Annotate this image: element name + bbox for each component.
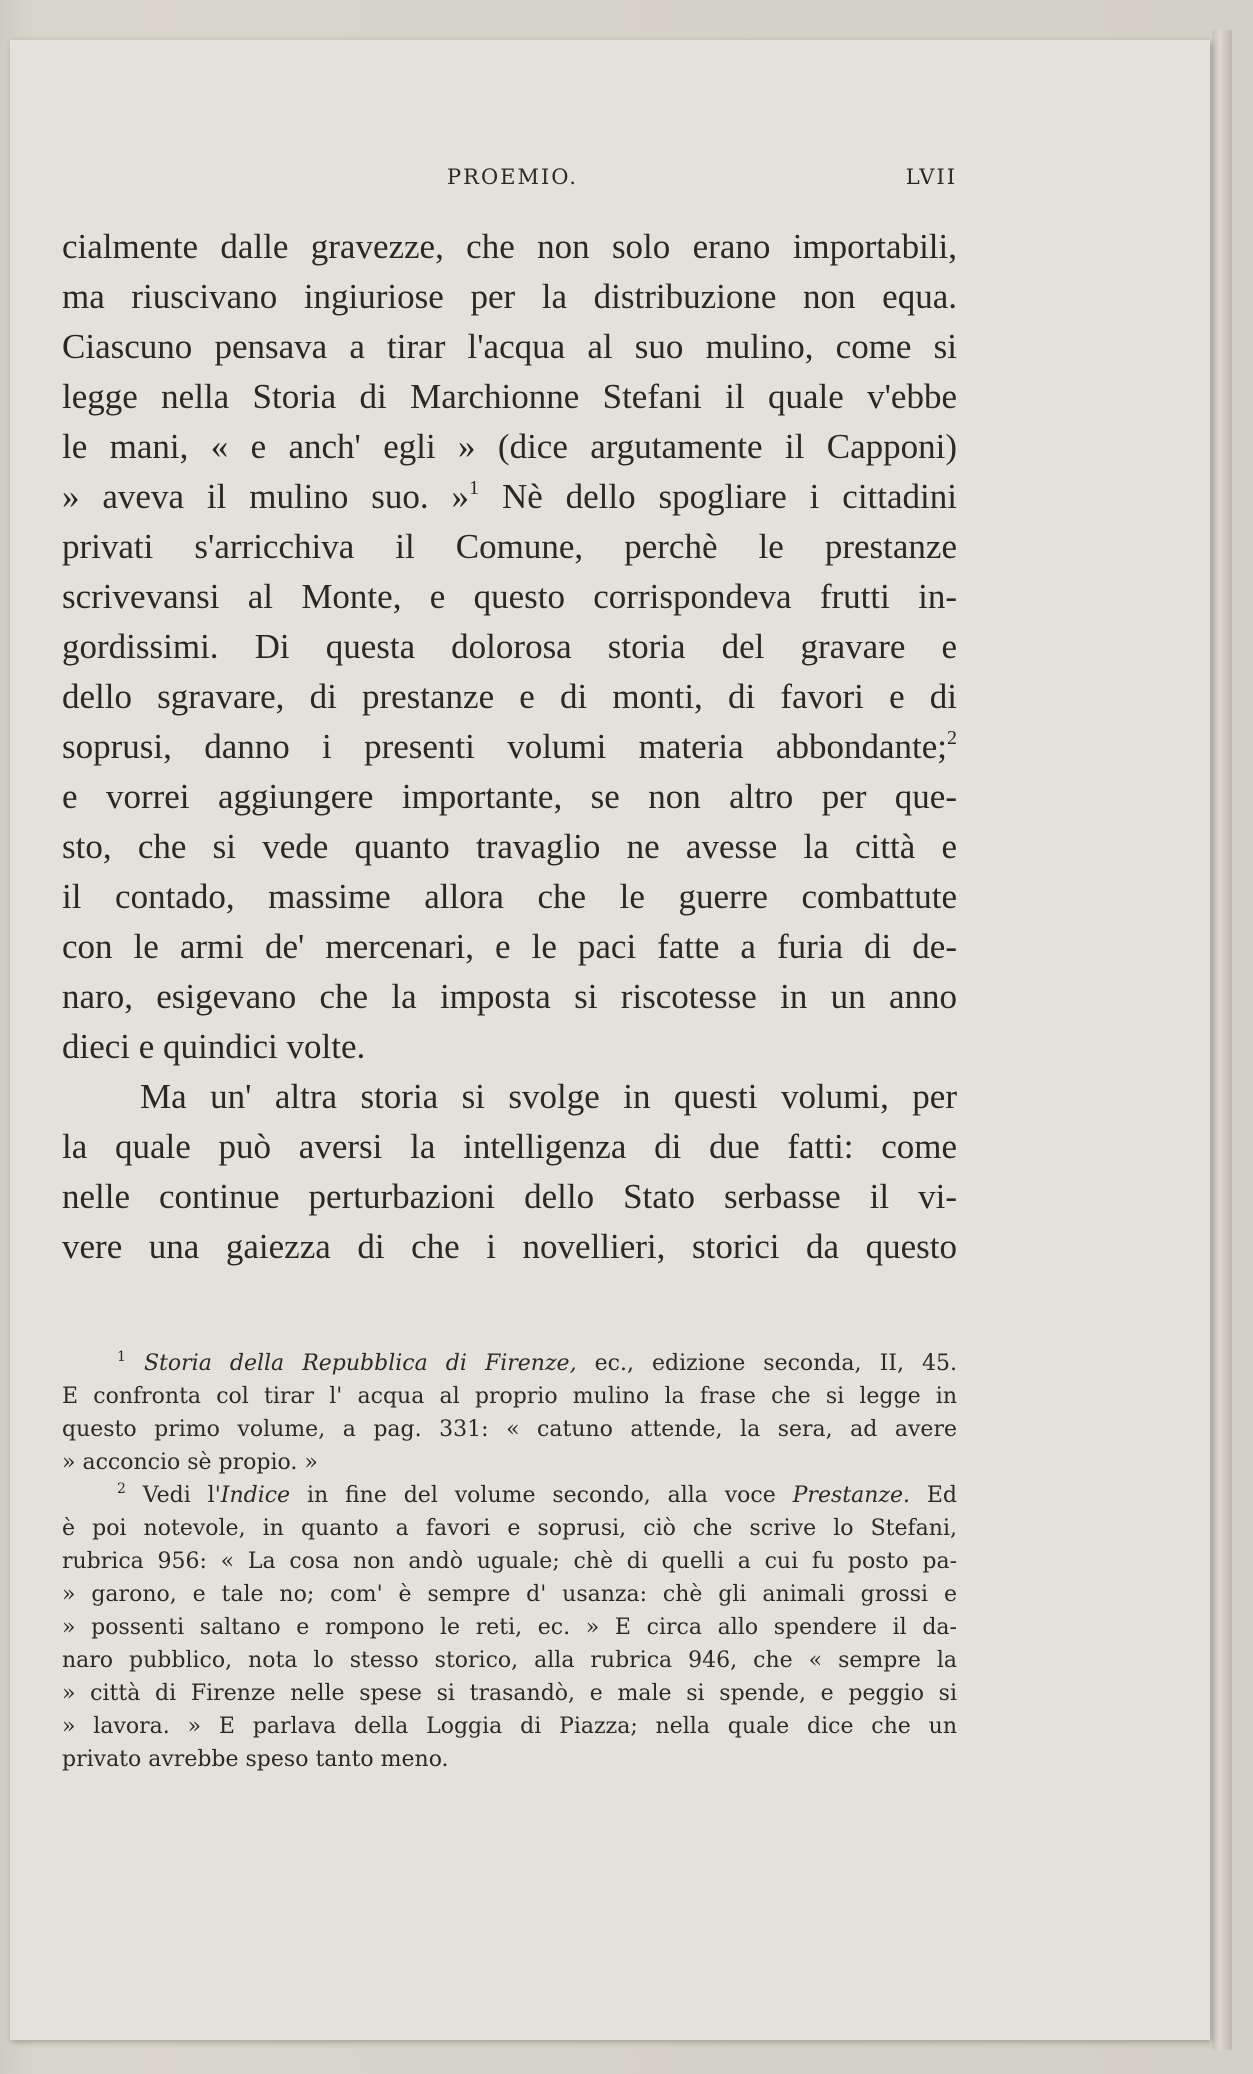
footnote-ref-2: 2 bbox=[947, 727, 957, 749]
text-line: il contado, massime allora che le guerre combattute bbox=[62, 877, 957, 916]
text-line: naro, esigevano che la imposta si riscotesse in un anno bbox=[62, 977, 957, 1016]
text-line: cialmente dalle gravezze, che non solo erano importabili, bbox=[62, 227, 957, 266]
footnote-2-line: » possenti saltano e rompono le reti, ec. » E circa allo spendere il da- bbox=[62, 1615, 957, 1640]
footnote-2-line: naro pubblico, nota lo stesso storico, alla rubrica 946, che « sempre la bbox=[62, 1648, 957, 1673]
text-line-with-footnote-2 bbox=[62, 722, 957, 772]
footnote-2-line: è poi notevole, in quanto a favori e soprusi, ciò che scrive lo Stefani, bbox=[62, 1516, 957, 1541]
footnote-1-text: ec., edizione seconda, II, 45. bbox=[594, 1351, 957, 1376]
text-line: e vorrei aggiungere importante, se non altro per que- bbox=[62, 777, 957, 816]
running-header bbox=[62, 165, 957, 195]
text-line: privati s'arricchiva il Comune, perchè le prestanze bbox=[62, 527, 957, 566]
text-line: la quale può aversi la intelligenza di due fatti: come bbox=[62, 1127, 957, 1166]
footnotes bbox=[62, 1347, 957, 1776]
footnote-2-index: Indice bbox=[220, 1483, 291, 1508]
text-line: legge nella Storia di Marchionne Stefani il quale v'ebbe bbox=[62, 377, 957, 416]
footnote-2-text: Ed bbox=[909, 1483, 957, 1508]
footnote-2-line: » città di Firenze nelle spese si trasandò, e male si spende, e peggio si bbox=[62, 1681, 957, 1706]
page-edge bbox=[1212, 30, 1232, 2050]
text-line-with-footnote-1 bbox=[62, 472, 957, 522]
text-fragment: Nè dello spogliare i cittadini bbox=[501, 477, 957, 516]
footnote-2-line bbox=[62, 1479, 957, 1512]
footnote-2-line: » garono, e tale no; com' è sempre d' usanza: chè gli animali grossi e bbox=[62, 1582, 957, 1607]
text-line: le mani, « e anch' egli » (dice argutamente il Capponi) bbox=[62, 427, 957, 466]
footnote-ref-1: 1 bbox=[469, 477, 480, 499]
footnote-2-text: in fine del volume secondo, alla voce bbox=[290, 1483, 793, 1508]
text-line: con le armi de' mercenari, e le paci fatte a furia di de- bbox=[62, 927, 957, 966]
footnote-1-line: » acconcio sè propio. » bbox=[62, 1450, 318, 1475]
footnote-2-line: » lavora. » E parlava della Loggia di Piazza; nella quale dice che un bbox=[62, 1714, 957, 1739]
footnote-2-line: privato avrebbe speso tanto meno. bbox=[62, 1747, 449, 1772]
text-line: sto, che si vede quanto travaglio ne avesse la città e bbox=[62, 827, 957, 866]
text-line: dieci e quindici volte. bbox=[62, 1027, 366, 1066]
text-line: nelle continue perturbazioni dello Stato serbasse il vi- bbox=[62, 1177, 957, 1216]
footnote-mark-1: 1 bbox=[117, 1349, 126, 1365]
text-line: ma riuscivano ingiuriose per la distribuzione non equa. bbox=[62, 277, 957, 316]
text-fragment: » aveva il mulino suo. » bbox=[62, 477, 470, 516]
text-line: scrivevansi al Monte, e questo corrispondeva frutti in- bbox=[62, 577, 957, 616]
footnote-2-line: rubrica 956: « La cosa non andò uguale; chè di quelli a cui fu posto pa- bbox=[62, 1549, 957, 1574]
text-line: vere una gaiezza di che i novellieri, storici da questo bbox=[62, 1227, 957, 1266]
footnote-1-title: Storia della Repubblica di Firenze, bbox=[143, 1351, 577, 1376]
footnote-1-line bbox=[62, 1347, 957, 1380]
text-line: gordissimi. Di questa dolorosa storia del gravare e bbox=[62, 627, 957, 666]
footnote-1-line: questo primo volume, a pag. 331: « catuno attende, la sera, ad avere bbox=[62, 1417, 957, 1442]
text-fragment: soprusi, danno i presenti volumi materia abbondante; bbox=[62, 727, 947, 766]
footnote-mark-2: 2 bbox=[117, 1481, 126, 1497]
footnote-2-entry: Prestanze. bbox=[792, 1483, 910, 1508]
text-line: Ma un' altra storia si svolge in questi volumi, per bbox=[140, 1077, 957, 1116]
text-line: Ciascuno pensava a tirar l'acqua al suo mulino, come si bbox=[62, 327, 957, 366]
page-number: LVII bbox=[905, 165, 957, 189]
running-title: PROEMIO. bbox=[447, 165, 578, 189]
main-text bbox=[62, 222, 957, 1272]
text-line: dello sgravare, di prestanze e di monti, di favori e di bbox=[62, 677, 957, 716]
footnote-2-text: Vedi l' bbox=[142, 1483, 221, 1508]
footnote-1-line: E confronta col tirar l' acqua al proprio mulino la frase che si legge in bbox=[62, 1384, 957, 1409]
